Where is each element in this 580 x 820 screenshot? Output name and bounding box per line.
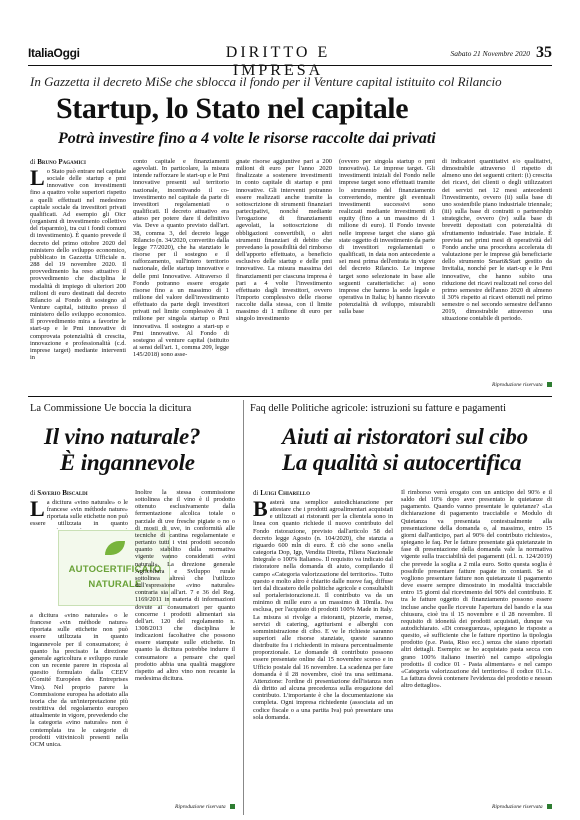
article2-column-1-bottom xyxy=(30,612,128,812)
newspaper-logo: ItaliaOggi xyxy=(28,46,80,60)
badge-text-line2: NATURALE xyxy=(88,579,142,590)
badge-text-line1: AUTOCERTIFICATO xyxy=(68,564,162,575)
article2-kicker: La Commissione Ue boccia la dicitura xyxy=(30,403,192,414)
author-name: Bruno Pagamici xyxy=(37,158,86,166)
masthead xyxy=(28,44,552,79)
article3-title-line2: La qualità si autocertifica xyxy=(282,450,522,475)
article3-column-1 xyxy=(253,499,393,811)
copyright-text: Riproduzione riservata xyxy=(174,804,226,810)
article1-headline: Startup, lo Stato nel capitale xyxy=(56,92,409,125)
article1-column-1 xyxy=(30,168,126,390)
article2-byline xyxy=(30,489,88,497)
dropcap: L xyxy=(30,499,45,521)
copyright-text: Riproduzione riservata xyxy=(491,382,543,388)
author-name: Luigi Chiarello xyxy=(260,489,311,497)
article2-column-2: Inoltre la stessa commissione sottolinea che il vino è il prodotto ottenuto esclusivamente dalla fermentazione alcolica totale o parziale di uve fresche pigiate o no o di mosti di uve, in conformità alle tecniche di cantina regolamentate e pertanto tutti i vini prodotti secondo quanto stabilito dalla normativa vigente vanno considerati «vini naturali». La direzione generale Agricoltura e Sviluppo rurale sottolinea altresì che l'utilizzo dell'espressione «vino naturale» contraria sia all'art. 7 e 36 del Reg. 1169/2011 in materia di informazioni dovute ai consumatori per quanto concerne i prodotti alimentari sia dell'art. 120 del regolamento n. 1308/2013 che disciplina le indicazioni facoltative che possono essere stampate sulle etichette. In quanto la dicitura potrebbe indurre il consumatore a pensare che quel prodotto abbia una qualità maggiore rispetto ad altro vino non recante la medesima dicitura. xyxy=(135,489,235,683)
article3-kicker: Faq delle Politiche agricole: istruzioni su fatture e pagamenti xyxy=(250,403,507,414)
article2-title-line2: È ingannevole xyxy=(60,450,195,475)
article3-byline xyxy=(253,489,310,497)
article1-byline xyxy=(30,158,86,166)
issue-date: Sabato 21 Novembre 2020 xyxy=(450,49,530,58)
dropcap: B xyxy=(253,499,268,521)
section-title: DIRITTO E IMPRESA xyxy=(225,44,331,79)
byline-prefix: di xyxy=(30,158,38,166)
article2-title-line1: Il vino naturale? xyxy=(44,424,201,449)
article3-column-2: Il rimborso verrà erogato con un anticipo del 90% e il saldo del 10% dopo aver presentato le quietanze di pagamento. Quando vanno presentate le quietanze? «La dichiarazione di pagamento tracciabile e Modulo di Quietanza va presentata contestualmente alla presentazione della domanda o, al massimo, entro 15 giorni dall'anticipo, pari al 90% del contributo richiesto», spiegano le faq. Per le fatture presentate già quietanzate in fase di presentazione della domanda vale la normativa vigente sulla tracciabilità dei pagamenti (d.l. n. 124/2019) che prevede la soglia a 2 mila euro. Sotto questa soglia è possibile presentare fatture pagate in contanti. Se si vogliono presentare fatture non quietanzate il pagamento deve essere sempre dimostrato in modalità tracciabile entro 15 giorni dal ricevimento del 90% del contributo. E tra le fatture oggetto di finanziamento possono essere incluse anche quelle ricevute l'apertura del bando e la sua chiusura, cioè tra il 15 novembre e il 28 novembre. Il requisito di idoneità dei prodotti acquistati, dunque va autodichiarato. «Di conseguenza», spiegano le risposte a quesito, «è sufficiente che le fatture riportino la tipologia prodotto (p.e. Pasta, Riso ecc.) senza che siano riportati altri dettagli. Esempio: se ho acquistato pasta secca con grano 100% italiano inserirò nel campo «tipologia prodotti» il codice 01 - Pasta alimentare» e nel campo «Categoria valorizzazione del territorio» il codice 01.1». La fattura dovrà contenere l'evidenza del prodotto e nessun altro dettaglio». xyxy=(401,489,552,690)
article1-column-4: (ovvero per singola startup o pmi innovativa). Le imprese target. Gli investimenti iniziali del Fondo nelle imprese target sono effettuati tramite lo strumento del finanziamento convertendo, mentre gli eventuali investimenti successivi sono realizzati mediante investimenti di equity (fino a un massimo di 1 milione di euro). Il Fondo investe nelle imprese target che siano già state oggetto di investimento da parte di investitori regolamentati o qualificati, in data non antecedente a sei mesi prima dell'entrata in vigore del decreto Rilancio. Le imprese target sono selezionate in base alle seguenti caratteristiche: a) sono imprese che hanno la sede legale e operativa in Italia; b) hanno ricevuto potenzialità di sviluppo, misurabili sulla base xyxy=(339,158,435,316)
article1-subhead: Potrà investire fino a 4 volte le risorse raccolte dai privati xyxy=(58,130,436,147)
column-text: o Stato può entrare nel capitale sociale delle startup e pmi innovative con investimenti fino a quattro volte superiori rispetto a quelli effettuati nel medesimo capitale sociale da investitori privati qualificati. Ad esempio gli Oicr (organismi di investimento collettivo del risparmio), tra cui i fondi comuni di investimento). È quanto prevede il decreto del primo ottobre 2020 del ministero dello sviluppo economico, pubblicato in Gazzetta Ufficiale n. 288 del 19 novembre 2020. Il provvedimento ha reso attuativo il provvedimento che disciplina le modalità di impiego di ulteriori 200 milioni di euro destinati dal decreto Rilancio al Fondo di sostegno al Venture capital, istituito presso il ministero dello sviluppo economico. Il provvedimento mira a favorire le start-up e le Pmi innovative di comprovata potenzialità di crescita, innovazione e professionalità (c.d. imprese target) mediante interventi in xyxy=(30,168,126,362)
article3-copyright xyxy=(401,804,552,810)
page-number: 35 xyxy=(536,44,552,61)
article1-copyright xyxy=(442,382,552,388)
article1-column-5: di indicatori quantitativi e/o qualitativi, dimostrabile attraverso il rispetto di almeno uno dei seguenti criteri: (i) crescita dei ricavi, dei clienti o degli utilizzatori dei servizi nei 12 mesi antecedenti l'investimento, ovvero (ii) sulla base di uno sostenibile piano industriale triennale; (iii) sulla base di contratti o partnership strategiche, ovvero (iv) sulla base di brevetti depositati con potenzialità di sfruttamento industriale. Fase iniziale. È prevista nei primi mesi di operatività del Fondo anche una procedura accelerata di valutazione per le imprese già beneficiarie dello strumento Smart&Start gestito da Invitalia, nonché per le start-up e le Pmi innovative, che hanno subìto una riduzione dei ricavi realizzati nel corso del primo semestre dell'anno 2020 di almeno il 30% rispetto ai ricavi ottenuti nel primo semestre o nel secondo semestre dell'anno 2019, dimostrabile attraverso una situazione contabile di periodo. xyxy=(442,158,552,323)
column-rule xyxy=(243,400,244,815)
article1-kicker: In Gazzetta il decreto MiSe che sblocca il fondo per il Venture capital istituito col Rilancio xyxy=(30,74,502,89)
article3-title-line1: Aiuti ai ristoratori sul cibo xyxy=(282,424,528,449)
byline-prefix: di xyxy=(30,489,38,497)
leaf-icon xyxy=(105,541,125,555)
article2-column-1-top xyxy=(30,499,128,529)
byline-prefix: di xyxy=(253,489,261,497)
dropcap: L xyxy=(30,168,45,190)
column-text: a dicitura «vino naturale» o le francese «vin méthode nature» riportata sulle etichette non può essere utilizzata in quanto xyxy=(30,499,128,528)
section-divider xyxy=(28,396,552,397)
article2-copyright xyxy=(135,804,235,810)
author-name: Saverio Biscaldi xyxy=(37,489,88,497)
copyright-text: Riproduzione riservata xyxy=(491,804,543,810)
column-text: asterà una semplice autodichiarazione per attestare che i prodotti agroalimentari acquistati e utilizzati ai ristoranti per la clientela sono in linea con quanto richiede il nuovo contributo del Fondo ristorazione, previsto dall'articolo 58 del decreto legge Agosto (n. 104/2020), che stanzia a riguardo 600 mln di euro. È ciò che sono «nella categoria Dop, Igp, Vendita Diretta, Filiera Nazionale Integrale o 100% Italiano». Il requisito va indicato dal ristoratore nella domanda di aiuto, compilando il campo «Categoria valorizzazione del territorio». Tutto questo e molto altro è chiarito dalle nuove faq, diffuse ieri dal dicastero delle politiche agricole e consultabili sul portaleristorazione.it. Il contributo va da un minimo di mille euro a un massimo di 10mila. Iva esclusa, per l'acquisto di prodotti 100% Made in Italy. La misura si rivolge a ristoranti, pizzerie, mense, servizi di catering, agriturismi e alberghi con somministrazione di cibo. E ve le richieste saranno superiori alle risorse stanziate, queste saranno distribuite fra i richiedenti in misura percentualmente proporzionale. Le domande di contributo possono essere presentate online dal 15 novembre scorso e in Ufficio postale dal 16 novembre. La scadenza per fare domanda è il 28 novembre, cioè tra una settimana. Attenzione: l'ordine di presentazione dell'istanza non dà diritto ad alcuna precedenza sulla erogazione del contributo. L'importante è che la documentazione sia completa. Ogni impresa richiedente (associata ad un codice fiscale o a una partita Iva) può presentare una sola domanda. xyxy=(253,499,393,721)
article1-column-3: gnate risorse aggiuntive pari a 200 milioni di euro per l'anno 2020 finalizzate a sostenere investimenti in conto capitale di startup e pmi innovative. Gli interventi potranno essere realizzati anche tramite la sottoscrizione di strumenti finanziari partecipativi, nonché mediante l'erogazione di finanziamenti agevolati, la sottoscrizione di obbligazioni convertibili, o altri strumenti finanziari di debito che prevedano la possibilità del rimborso dell'apporto effettuato, a beneficio esclusivo delle startup e delle pmi innovative. La misura massima dei finanziamenti per ciascuna impresa è pari a 4 volte l'investimento effettuato dagli investitori, ovvero l'importo complessivo delle risorse raccolte dalla stessa, con il limite massimo di 1 milione di euro per singolo investimento xyxy=(236,158,332,323)
article1-column-2: conto capitale e finanziamenti agevolati. In particolare, la misura intende rafforzare le start-up e le Pmi innovative presenti sul territorio nazionale, incentivando il co-investimento nel capitale da parte di investitori regolamentati o qualificati. Il decreto attuativo era atteso per potere dare il definitivo via. Deve a quanto previsto dall'art. 38, comma 3, del decreto legge Rilancio (n. 34/2020, convertito dalla legge 77/2020), che ha stanziato le risorse per il sostegno e il rafforzamento, sull'intero territorio nazionale, delle startup innovative e delle pmi Innovative. Attraverso il Fondo potranno essere erogate risorse fino a un massimo di 1 milione del valore dell'investimento effettuato da parte degli investitori privati nel limite complessivo di 1 milione per singola startup o Pmi innovativa. Il sostegno a start-up e Pmi innovative. Al Fondo di sostegno al venture capital (istituito ai sensi dell'art. 1, comma 209, legge 145/2018) sono asse- xyxy=(133,158,229,359)
column-text: a dicitura «vino naturale» o le francese «vin méthode nature» riportata sulle etichette non può essere utilizzata in quanto ingannevole per il consumatore; è quanto ha precisato la direzione generale agricoltura e sviluppo rurale con un recente parere in risposta al quesito formulato dalla CEEV (Comité Européen des Entreprises Vins). Nel proprio parere la Commissione europea ha adottato alla teoria che da un'interpretazione più restrittiva del regolamento europeo attualmente in vigore, prevedendo che la categoria «vino naturale» non è contemplata tra le categorie di prodotti vitivinicoli presenti nella OCM unica. xyxy=(30,612,128,748)
